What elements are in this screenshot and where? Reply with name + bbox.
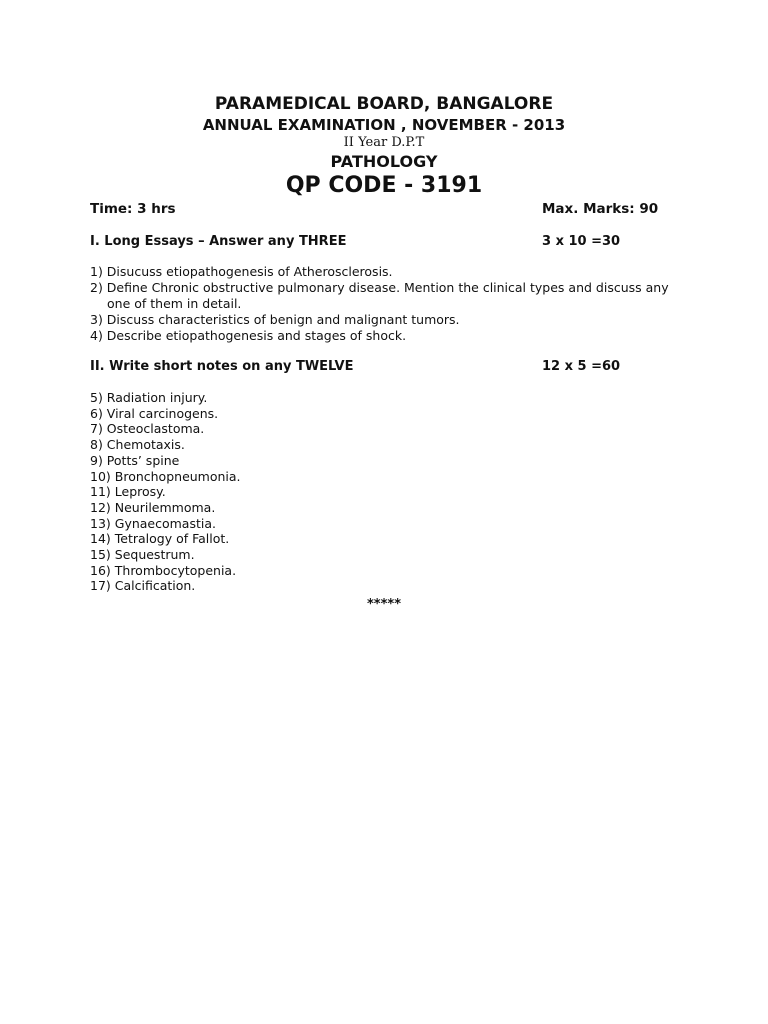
question-item: 5) Radiation injury. [90, 390, 208, 405]
section1-title: I. Long Essays – Answer any THREE [90, 234, 347, 249]
question-item: 8) Chemotaxis. [90, 437, 185, 453]
question-item: 14) Tetralogy of Fallot. [90, 531, 230, 547]
board-name: PARAMEDICAL BOARD, BANGALORE [214, 94, 554, 114]
subject-title: PATHOLOGY [330, 152, 438, 171]
section2-header [90, 358, 690, 376]
question-item: 3) Discuss characteristics of benign and malignant tumors. [90, 312, 460, 327]
time-allowed: Time: 3 hrs [90, 201, 176, 217]
question-item: 9) Potts’ spine [90, 452, 180, 468]
question-item: 11) Leprosy. [90, 484, 166, 500]
end-mark: ***** [367, 597, 401, 612]
qp-code: QP CODE - 3191 [285, 173, 483, 198]
section2-marks: 12 x 5 =60 [542, 359, 621, 374]
question-item: 13) Gynaecomastia. [90, 515, 216, 531]
question-item: 6) Viral carcinogens. [90, 405, 219, 421]
max-marks: Max. Marks: 90 [542, 201, 659, 217]
exam-name: ANNUAL EXAMINATION , NOVEMBER - 2013 [202, 116, 566, 134]
year-course: II Year D.P.T [343, 135, 425, 150]
question-item: 12) Neurilemmoma. [90, 499, 216, 515]
section2-questions [90, 390, 690, 594]
question-item: 7) Osteoclastoma. [90, 421, 205, 437]
question-item: 2) Define Chronic obstructive pulmonary disease. Mention the clinical types and discuss any one of them in detail. [90, 280, 669, 311]
section2-title: II. Write short notes on any TWELVE [90, 359, 354, 374]
question-item: 17) Calcification. [90, 578, 196, 594]
question-item: 15) Sequestrum. [90, 547, 195, 563]
section1-marks: 3 x 10 =30 [542, 234, 621, 249]
question-item: 4) Describe etiopathogenesis and stages of shock. [90, 328, 407, 343]
question-item: 16) Thrombocytopenia. [90, 562, 237, 578]
exam-info-row [90, 200, 690, 218]
section1-questions [90, 264, 690, 344]
question-item: 10) Bronchopneumonia. [90, 468, 241, 484]
section1-header [90, 233, 690, 251]
question-item: 1) Disucuss etiopathogenesis of Atherosclerosis. [90, 264, 393, 279]
